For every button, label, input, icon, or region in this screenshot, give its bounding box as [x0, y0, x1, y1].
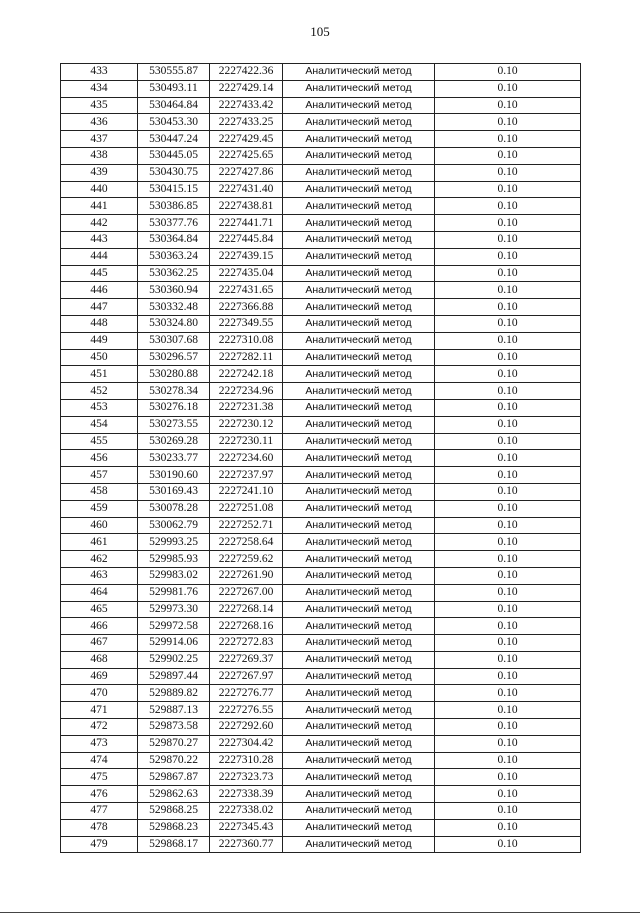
x-coordinate-cell: 530555.87 [138, 64, 210, 81]
y-coordinate-cell: 2227427.86 [210, 164, 283, 181]
method-cell: Аналитический метод [283, 500, 435, 517]
x-coordinate-cell: 530430.75 [138, 164, 210, 181]
table-row [61, 215, 581, 232]
table-row [61, 752, 581, 769]
table-row [61, 517, 581, 534]
point-number-cell: 460 [61, 517, 138, 534]
point-number-cell: 451 [61, 366, 138, 383]
x-coordinate-cell: 529983.02 [138, 567, 210, 584]
accuracy-cell: 0.10 [435, 769, 581, 786]
method-cell: Аналитический метод [283, 265, 435, 282]
point-number-cell: 464 [61, 584, 138, 601]
table-row [61, 80, 581, 97]
y-coordinate-cell: 2227441.71 [210, 215, 283, 232]
method-cell: Аналитический метод [283, 231, 435, 248]
x-coordinate-cell: 530307.68 [138, 332, 210, 349]
method-cell: Аналитический метод [283, 399, 435, 416]
table-row [61, 433, 581, 450]
point-number-cell: 478 [61, 819, 138, 836]
method-cell: Аналитический метод [283, 299, 435, 316]
y-coordinate-cell: 2227269.37 [210, 651, 283, 668]
x-coordinate-cell: 529873.58 [138, 719, 210, 736]
table-row [61, 315, 581, 332]
point-number-cell: 452 [61, 383, 138, 400]
y-coordinate-cell: 2227422.36 [210, 64, 283, 81]
point-number-cell: 467 [61, 635, 138, 652]
accuracy-cell: 0.10 [435, 635, 581, 652]
accuracy-cell: 0.10 [435, 618, 581, 635]
method-cell: Аналитический метод [283, 349, 435, 366]
method-cell: Аналитический метод [283, 248, 435, 265]
table-row [61, 467, 581, 484]
method-cell: Аналитический метод [283, 601, 435, 618]
y-coordinate-cell: 2227241.10 [210, 483, 283, 500]
table-row [61, 299, 581, 316]
accuracy-cell: 0.10 [435, 265, 581, 282]
method-cell: Аналитический метод [283, 483, 435, 500]
accuracy-cell: 0.10 [435, 467, 581, 484]
y-coordinate-cell: 2227349.55 [210, 315, 283, 332]
point-number-cell: 450 [61, 349, 138, 366]
x-coordinate-cell: 529914.06 [138, 635, 210, 652]
point-number-cell: 438 [61, 147, 138, 164]
method-cell: Аналитический метод [283, 651, 435, 668]
method-cell: Аналитический метод [283, 181, 435, 198]
method-cell: Аналитический метод [283, 131, 435, 148]
table-row [61, 500, 581, 517]
accuracy-cell: 0.10 [435, 433, 581, 450]
method-cell: Аналитический метод [283, 719, 435, 736]
point-number-cell: 470 [61, 685, 138, 702]
accuracy-cell: 0.10 [435, 80, 581, 97]
x-coordinate-cell: 530296.57 [138, 349, 210, 366]
x-coordinate-cell: 529985.93 [138, 551, 210, 568]
method-cell: Аналитический метод [283, 819, 435, 836]
x-coordinate-cell: 530078.28 [138, 500, 210, 517]
y-coordinate-cell: 2227323.73 [210, 769, 283, 786]
coordinates-table [60, 63, 581, 853]
x-coordinate-cell: 530377.76 [138, 215, 210, 232]
y-coordinate-cell: 2227292.60 [210, 719, 283, 736]
accuracy-cell: 0.10 [435, 836, 581, 853]
y-coordinate-cell: 2227267.00 [210, 584, 283, 601]
x-coordinate-cell: 529981.76 [138, 584, 210, 601]
accuracy-cell: 0.10 [435, 685, 581, 702]
accuracy-cell: 0.10 [435, 299, 581, 316]
point-number-cell: 443 [61, 231, 138, 248]
method-cell: Аналитический метод [283, 618, 435, 635]
x-coordinate-cell: 530493.11 [138, 80, 210, 97]
x-coordinate-cell: 529993.25 [138, 534, 210, 551]
y-coordinate-cell: 2227310.28 [210, 752, 283, 769]
point-number-cell: 473 [61, 735, 138, 752]
method-cell: Аналитический метод [283, 584, 435, 601]
point-number-cell: 455 [61, 433, 138, 450]
table-row [61, 836, 581, 853]
accuracy-cell: 0.10 [435, 231, 581, 248]
table-row [61, 618, 581, 635]
y-coordinate-cell: 2227230.11 [210, 433, 283, 450]
accuracy-cell: 0.10 [435, 500, 581, 517]
point-number-cell: 465 [61, 601, 138, 618]
table-row [61, 635, 581, 652]
accuracy-cell: 0.10 [435, 651, 581, 668]
point-number-cell: 449 [61, 332, 138, 349]
y-coordinate-cell: 2227338.02 [210, 803, 283, 820]
method-cell: Аналитический метод [283, 551, 435, 568]
y-coordinate-cell: 2227429.45 [210, 131, 283, 148]
point-number-cell: 471 [61, 702, 138, 719]
table-row [61, 265, 581, 282]
y-coordinate-cell: 2227231.38 [210, 399, 283, 416]
method-cell: Аналитический метод [283, 467, 435, 484]
accuracy-cell: 0.10 [435, 383, 581, 400]
table-row [61, 450, 581, 467]
page-number: 105 [310, 24, 330, 39]
method-cell: Аналитический метод [283, 735, 435, 752]
x-coordinate-cell: 529973.30 [138, 601, 210, 618]
x-coordinate-cell: 529902.25 [138, 651, 210, 668]
accuracy-cell: 0.10 [435, 416, 581, 433]
y-coordinate-cell: 2227366.88 [210, 299, 283, 316]
point-number-cell: 462 [61, 551, 138, 568]
accuracy-cell: 0.10 [435, 315, 581, 332]
x-coordinate-cell: 529862.63 [138, 786, 210, 803]
x-coordinate-cell: 529868.25 [138, 803, 210, 820]
y-coordinate-cell: 2227431.65 [210, 282, 283, 299]
x-coordinate-cell: 530415.15 [138, 181, 210, 198]
x-coordinate-cell: 529868.17 [138, 836, 210, 853]
method-cell: Аналитический метод [283, 769, 435, 786]
y-coordinate-cell: 2227234.96 [210, 383, 283, 400]
table-row [61, 786, 581, 803]
y-coordinate-cell: 2227251.08 [210, 500, 283, 517]
table-row [61, 114, 581, 131]
table-row [61, 164, 581, 181]
accuracy-cell: 0.10 [435, 349, 581, 366]
table-row [61, 332, 581, 349]
method-cell: Аналитический метод [283, 164, 435, 181]
y-coordinate-cell: 2227345.43 [210, 819, 283, 836]
accuracy-cell: 0.10 [435, 786, 581, 803]
point-number-cell: 446 [61, 282, 138, 299]
method-cell: Аналитический метод [283, 534, 435, 551]
accuracy-cell: 0.10 [435, 601, 581, 618]
x-coordinate-cell: 530364.84 [138, 231, 210, 248]
table-row [61, 248, 581, 265]
method-cell: Аналитический метод [283, 836, 435, 853]
y-coordinate-cell: 2227433.25 [210, 114, 283, 131]
accuracy-cell: 0.10 [435, 567, 581, 584]
x-coordinate-cell: 530464.84 [138, 97, 210, 114]
accuracy-cell: 0.10 [435, 97, 581, 114]
method-cell: Аналитический метод [283, 567, 435, 584]
accuracy-cell: 0.10 [435, 551, 581, 568]
y-coordinate-cell: 2227445.84 [210, 231, 283, 248]
y-coordinate-cell: 2227276.77 [210, 685, 283, 702]
point-number-cell: 435 [61, 97, 138, 114]
accuracy-cell: 0.10 [435, 483, 581, 500]
point-number-cell: 442 [61, 215, 138, 232]
method-cell: Аналитический метод [283, 80, 435, 97]
accuracy-cell: 0.10 [435, 735, 581, 752]
accuracy-cell: 0.10 [435, 332, 581, 349]
accuracy-cell: 0.10 [435, 450, 581, 467]
method-cell: Аналитический метод [283, 215, 435, 232]
point-number-cell: 453 [61, 399, 138, 416]
method-cell: Аналитический метод [283, 752, 435, 769]
point-number-cell: 472 [61, 719, 138, 736]
accuracy-cell: 0.10 [435, 534, 581, 551]
method-cell: Аналитический метод [283, 282, 435, 299]
point-number-cell: 466 [61, 618, 138, 635]
method-cell: Аналитический метод [283, 668, 435, 685]
accuracy-cell: 0.10 [435, 248, 581, 265]
y-coordinate-cell: 2227276.55 [210, 702, 283, 719]
method-cell: Аналитический метод [283, 332, 435, 349]
point-number-cell: 447 [61, 299, 138, 316]
table-row [61, 685, 581, 702]
table-row [61, 131, 581, 148]
method-cell: Аналитический метод [283, 803, 435, 820]
x-coordinate-cell: 529897.44 [138, 668, 210, 685]
x-coordinate-cell: 529889.82 [138, 685, 210, 702]
accuracy-cell: 0.10 [435, 668, 581, 685]
method-cell: Аналитический метод [283, 416, 435, 433]
x-coordinate-cell: 529868.23 [138, 819, 210, 836]
x-coordinate-cell: 529867.87 [138, 769, 210, 786]
table-row [61, 702, 581, 719]
point-number-cell: 441 [61, 198, 138, 215]
x-coordinate-cell: 530190.60 [138, 467, 210, 484]
table-row [61, 601, 581, 618]
method-cell: Аналитический метод [283, 198, 435, 215]
x-coordinate-cell: 530363.24 [138, 248, 210, 265]
method-cell: Аналитический метод [283, 786, 435, 803]
accuracy-cell: 0.10 [435, 215, 581, 232]
point-number-cell: 468 [61, 651, 138, 668]
point-number-cell: 456 [61, 450, 138, 467]
method-cell: Аналитический метод [283, 433, 435, 450]
method-cell: Аналитический метод [283, 114, 435, 131]
point-number-cell: 476 [61, 786, 138, 803]
accuracy-cell: 0.10 [435, 147, 581, 164]
x-coordinate-cell: 530324.80 [138, 315, 210, 332]
point-number-cell: 474 [61, 752, 138, 769]
table-row [61, 668, 581, 685]
y-coordinate-cell: 2227282.11 [210, 349, 283, 366]
table-row [61, 181, 581, 198]
x-coordinate-cell: 529887.13 [138, 702, 210, 719]
method-cell: Аналитический метод [283, 685, 435, 702]
y-coordinate-cell: 2227310.08 [210, 332, 283, 349]
x-coordinate-cell: 530386.85 [138, 198, 210, 215]
accuracy-cell: 0.10 [435, 164, 581, 181]
x-coordinate-cell: 529972.58 [138, 618, 210, 635]
y-coordinate-cell: 2227272.83 [210, 635, 283, 652]
y-coordinate-cell: 2227438.81 [210, 198, 283, 215]
x-coordinate-cell: 530445.05 [138, 147, 210, 164]
table-row [61, 64, 581, 81]
point-number-cell: 448 [61, 315, 138, 332]
accuracy-cell: 0.10 [435, 517, 581, 534]
point-number-cell: 436 [61, 114, 138, 131]
method-cell: Аналитический метод [283, 366, 435, 383]
table-row [61, 282, 581, 299]
x-coordinate-cell: 530362.25 [138, 265, 210, 282]
y-coordinate-cell: 2227268.16 [210, 618, 283, 635]
accuracy-cell: 0.10 [435, 819, 581, 836]
x-coordinate-cell: 530360.94 [138, 282, 210, 299]
y-coordinate-cell: 2227433.42 [210, 97, 283, 114]
table-row [61, 534, 581, 551]
accuracy-cell: 0.10 [435, 282, 581, 299]
accuracy-cell: 0.10 [435, 131, 581, 148]
y-coordinate-cell: 2227431.40 [210, 181, 283, 198]
table-row [61, 231, 581, 248]
accuracy-cell: 0.10 [435, 752, 581, 769]
x-coordinate-cell: 530453.30 [138, 114, 210, 131]
method-cell: Аналитический метод [283, 635, 435, 652]
accuracy-cell: 0.10 [435, 399, 581, 416]
accuracy-cell: 0.10 [435, 114, 581, 131]
x-coordinate-cell: 530278.34 [138, 383, 210, 400]
point-number-cell: 454 [61, 416, 138, 433]
method-cell: Аналитический метод [283, 383, 435, 400]
accuracy-cell: 0.10 [435, 181, 581, 198]
y-coordinate-cell: 2227237.97 [210, 467, 283, 484]
table-row [61, 399, 581, 416]
method-cell: Аналитический метод [283, 147, 435, 164]
page-bottom-divider [0, 912, 640, 913]
accuracy-cell: 0.10 [435, 584, 581, 601]
method-cell: Аналитический метод [283, 315, 435, 332]
table-row [61, 416, 581, 433]
table-row [61, 769, 581, 786]
y-coordinate-cell: 2227242.18 [210, 366, 283, 383]
point-number-cell: 479 [61, 836, 138, 853]
x-coordinate-cell: 530273.55 [138, 416, 210, 433]
point-number-cell: 475 [61, 769, 138, 786]
point-number-cell: 457 [61, 467, 138, 484]
x-coordinate-cell: 530280.88 [138, 366, 210, 383]
y-coordinate-cell: 2227360.77 [210, 836, 283, 853]
point-number-cell: 461 [61, 534, 138, 551]
y-coordinate-cell: 2227304.42 [210, 735, 283, 752]
table-row [61, 97, 581, 114]
accuracy-cell: 0.10 [435, 803, 581, 820]
y-coordinate-cell: 2227230.12 [210, 416, 283, 433]
y-coordinate-cell: 2227261.90 [210, 567, 283, 584]
y-coordinate-cell: 2227259.62 [210, 551, 283, 568]
point-number-cell: 445 [61, 265, 138, 282]
table-row [61, 198, 581, 215]
y-coordinate-cell: 2227429.14 [210, 80, 283, 97]
point-number-cell: 444 [61, 248, 138, 265]
table-row [61, 735, 581, 752]
table-row [61, 366, 581, 383]
accuracy-cell: 0.10 [435, 64, 581, 81]
accuracy-cell: 0.10 [435, 366, 581, 383]
table-row [61, 819, 581, 836]
method-cell: Аналитический метод [283, 702, 435, 719]
table-row [61, 584, 581, 601]
table-row [61, 803, 581, 820]
y-coordinate-cell: 2227252.71 [210, 517, 283, 534]
table-row [61, 719, 581, 736]
x-coordinate-cell: 530332.48 [138, 299, 210, 316]
table-row [61, 383, 581, 400]
y-coordinate-cell: 2227435.04 [210, 265, 283, 282]
y-coordinate-cell: 2227338.39 [210, 786, 283, 803]
x-coordinate-cell: 530447.24 [138, 131, 210, 148]
x-coordinate-cell: 530062.79 [138, 517, 210, 534]
y-coordinate-cell: 2227268.14 [210, 601, 283, 618]
point-number-cell: 463 [61, 567, 138, 584]
y-coordinate-cell: 2227267.97 [210, 668, 283, 685]
y-coordinate-cell: 2227234.60 [210, 450, 283, 467]
table-row [61, 567, 581, 584]
coordinates-table-body [61, 64, 581, 853]
point-number-cell: 469 [61, 668, 138, 685]
point-number-cell: 459 [61, 500, 138, 517]
point-number-cell: 433 [61, 64, 138, 81]
x-coordinate-cell: 529870.22 [138, 752, 210, 769]
x-coordinate-cell: 530276.18 [138, 399, 210, 416]
point-number-cell: 437 [61, 131, 138, 148]
method-cell: Аналитический метод [283, 450, 435, 467]
point-number-cell: 434 [61, 80, 138, 97]
table-row [61, 147, 581, 164]
x-coordinate-cell: 529870.27 [138, 735, 210, 752]
point-number-cell: 477 [61, 803, 138, 820]
y-coordinate-cell: 2227425.65 [210, 147, 283, 164]
method-cell: Аналитический метод [283, 97, 435, 114]
accuracy-cell: 0.10 [435, 719, 581, 736]
x-coordinate-cell: 530233.77 [138, 450, 210, 467]
point-number-cell: 440 [61, 181, 138, 198]
y-coordinate-cell: 2227258.64 [210, 534, 283, 551]
method-cell: Аналитический метод [283, 517, 435, 534]
method-cell: Аналитический метод [283, 64, 435, 81]
table-row [61, 551, 581, 568]
y-coordinate-cell: 2227439.15 [210, 248, 283, 265]
accuracy-cell: 0.10 [435, 702, 581, 719]
table-row [61, 349, 581, 366]
table-row [61, 651, 581, 668]
point-number-cell: 439 [61, 164, 138, 181]
x-coordinate-cell: 530169.43 [138, 483, 210, 500]
accuracy-cell: 0.10 [435, 198, 581, 215]
point-number-cell: 458 [61, 483, 138, 500]
x-coordinate-cell: 530269.28 [138, 433, 210, 450]
table-row [61, 483, 581, 500]
